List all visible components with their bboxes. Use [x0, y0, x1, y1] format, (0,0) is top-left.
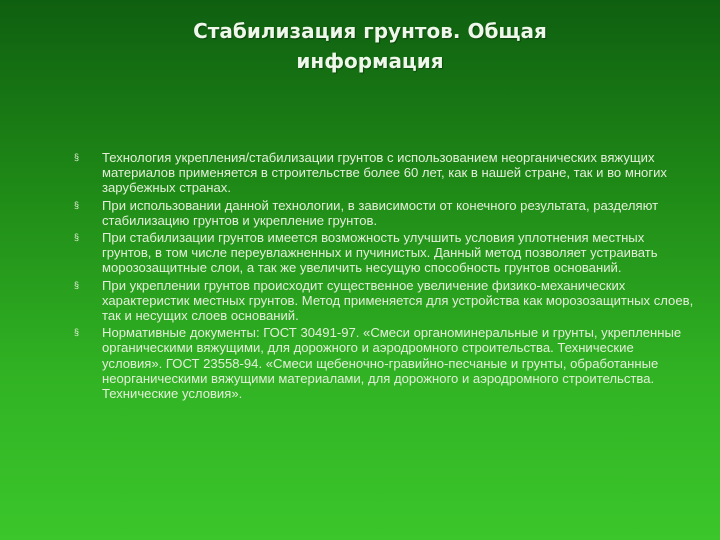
bullet-item: [74, 198, 694, 228]
bullet-text: При стабилизации грунтов имеется возможность улучшить условия уплотнения местных грунтов, в том числе переувлажненных и пучинистых. Данный метод позволяет устраивать морозозащитные слои, а так же увеличить несущую способность грунтов оснований.: [102, 230, 658, 276]
slide-title: [150, 16, 590, 76]
square-bullet-icon: §: [74, 279, 80, 290]
square-bullet-icon: §: [74, 152, 80, 162]
square-bullet-icon: §: [74, 232, 80, 243]
bullet-text: Нормативные документы: ГОСТ 30491-97. «Смеси органоминеральные и грунты, укрепленные органическими вяжущими, для дорожного и аэродромного строительства. Технические условия». ГОСТ 23558-94. «Смеси щебеночно-гравийно-песчаные и грунты, обработанные неорганическими вяжущими материалами, для дорожного и аэродромного строительства. Технические условия».: [102, 325, 682, 402]
bullet-item: [74, 150, 694, 196]
bullet-text: При укреплении грунтов происходит существенное увеличение физико-механических характеристик местных грунтов. Метод применяется для устройства как морозозащитных слоев, так и несущих слоев оснований.: [102, 277, 694, 324]
slide-title-line-2: информация: [296, 49, 444, 73]
bullet-item: [74, 278, 694, 324]
slide-title-line-1: Стабилизация грунтов. Общая: [193, 19, 547, 43]
bullet-list: [74, 150, 694, 403]
bullet-item: [74, 230, 694, 276]
bullet-text: Технология укрепления/стабилизации грунтов с использованием неорганических вяжущих материалов применяется в строительстве более 60 лет, как в нашей стране, так и во многих зарубежных странах.: [102, 150, 667, 196]
bullet-text: При использовании данной технологии, в зависимости от конечного результата, разделяют стабилизацию грунтов и укрепление грунтов.: [102, 197, 659, 228]
square-bullet-icon: §: [74, 199, 80, 210]
square-bullet-icon: §: [74, 327, 80, 338]
bullet-item: [74, 325, 694, 401]
